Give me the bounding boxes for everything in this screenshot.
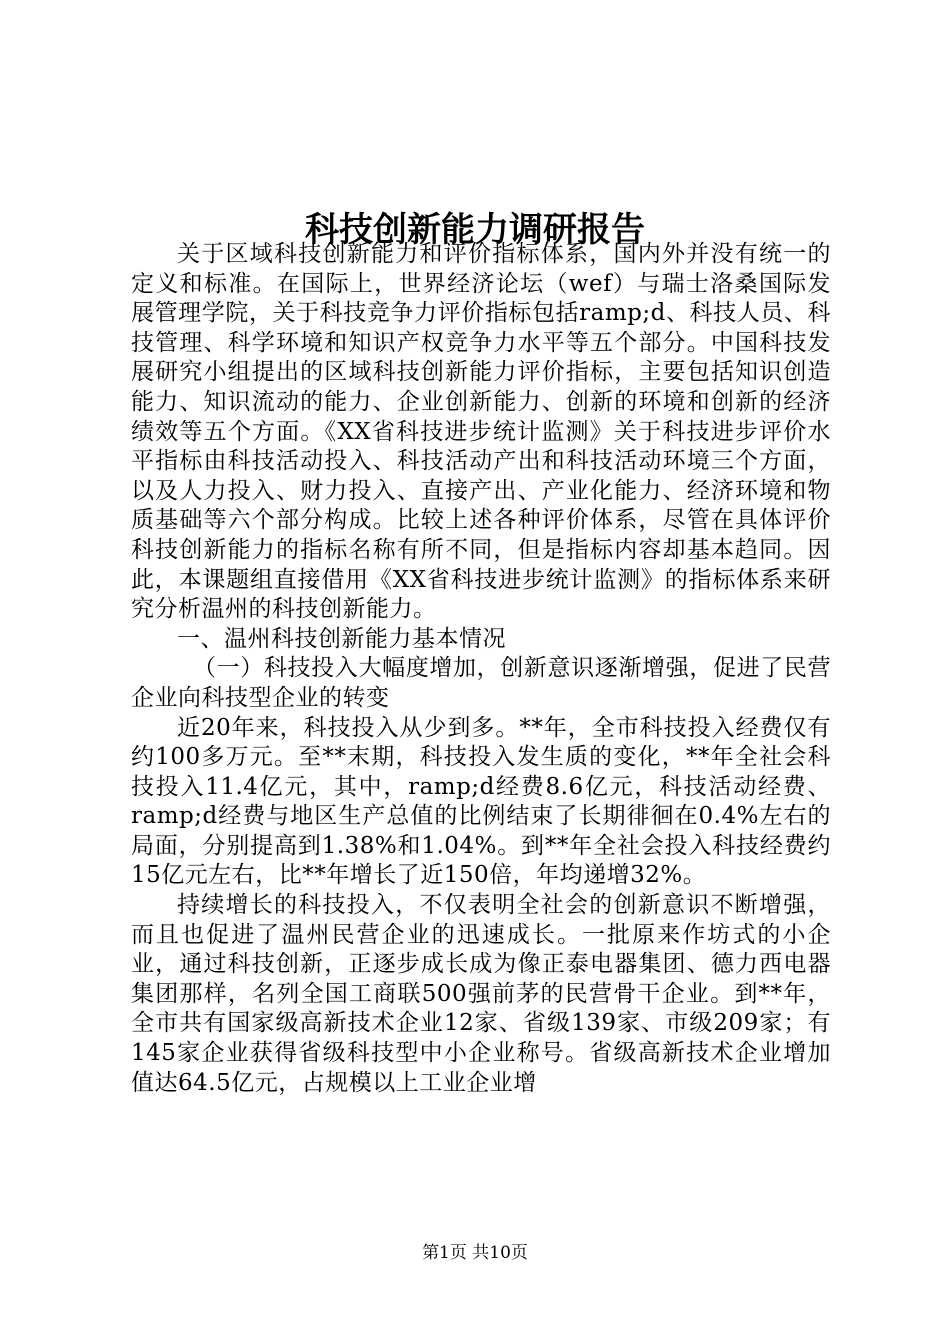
document-title: 科技创新能力调研报告 (305, 209, 645, 250)
page-footer: 第1页 共10页 (422, 1243, 528, 1263)
subsection-heading: （一）科技投入大幅度增加，创新意识逐渐增强，促进了民营企业向科技型企业的转变 (131, 655, 831, 711)
paragraph-intro: 关于区域科技创新能力和评价指标体系，国内外并没有统一的定义和标准。在国际上，世界经济论坛（wef）与瑞士洛桑国际发展管理学院，关于科技竞争力评价指标包括ramp;d、科技人员、科技管理、科学环境和知识产权竞争力水平等五个部分。中国科技发展研究小组提出的区域科技创新能力评价指标，主要包括知识创造能力、知识流动的能力、企业创新能力、创新的环境和创新的经济绩效等五个方面。《XX省科技进步统计监测》关于科技进步评价水平指标由科技活动投入、科技活动产出和科技活动环境三个方面，以及人力投入、财力投入、直接产出、产业化能力、经济环境和物质基础等六个部分构成。比较上述各种评价体系，尽管在具体评价科技创新能力的指标名称有所不同，但是指标内容却基本趋同。因此，本课题组直接借用《XX省科技进步统计监测》的指标体系来研究分析温州的科技创新能力。 (131, 241, 831, 623)
document-body (131, 240, 831, 1098)
section-heading: 一、温州科技创新能力基本情况 (177, 625, 506, 652)
paragraph-investment: 近20年来，科技投入从少到多。**年，全市科技投入经费仅有约100多万元。至**末期，科技投入发生质的变化，**年全社会科技投入11.4亿元，其中，ramp;d经费8.6亿元，科技活动经费、ramp;d经费与地区生产总值的比例结束了长期徘徊在0.4%左右的局面，分别提高到1.38%和1.04%。到**年全社会投入科技经费约15亿元左右，比**年增长了近150倍，年均递增32%。 (131, 714, 831, 889)
paragraph-enterprise-growth: 持续增长的科技投入，不仅表明全社会的创新意识不断增强，而且也促进了温州民营企业的迅速成长。一批原来作坊式的小企业，通过科技创新，正逐步成长成为像正泰电器集团、德力西电器集团那样，名列全国工商联500强前茅的民营骨干企业。到**年，全市共有国家级高新技术企业12家、省级139家、市级209家；有145家企业获得省级科技型中小企业称号。省级高新技术企业增加值达64.5亿元，占规模以上工业企业增 (131, 892, 831, 1096)
